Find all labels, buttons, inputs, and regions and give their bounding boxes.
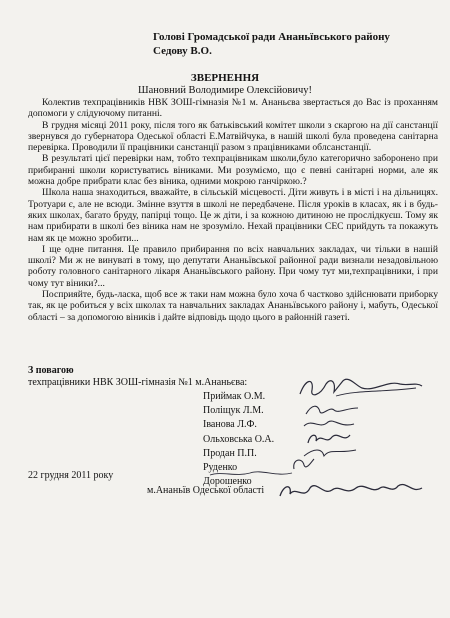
addressee-line-2: Седову В.О. <box>153 45 212 57</box>
signatory-name: Продан П.П. <box>203 447 257 459</box>
signatory-name: Приймак О.М. <box>203 391 266 402</box>
signatory-name: Іванова Л.Ф. <box>203 419 257 431</box>
addressee-line-1: Голові Громадської ради Ананьївського району <box>153 31 390 43</box>
paragraph: В грудня місяці 2011 року, після того як батьківський комітет школи з скаргою на дії санстанції звернувся до губернатора Одеської області Е.Матвійчука, в нашій школі була проведена санітарна перевірка. Проводили її працівники санстанції разом з працівниками облсанстанції. <box>28 119 438 154</box>
closing: З повагою <box>28 365 74 376</box>
paragraph: Колектив техпрацівників НВК ЗОШ-гімназія №1 м. Ананьєва звертається до Вас із проханням допомоги у слідуючому питанні. <box>28 97 438 120</box>
signatory-name: Дорошенко <box>203 476 252 488</box>
signatory-name: Поліщук Л.М. <box>203 405 264 417</box>
signature-7 <box>276 478 426 506</box>
letter-heading: ЗВЕРНЕННЯ <box>190 72 260 84</box>
letter-body <box>28 97 438 323</box>
letter-date: 22 грудня 2011 року <box>28 470 114 481</box>
addressee-block <box>153 30 443 58</box>
signatory-name: Руденко <box>203 462 238 474</box>
paragraph: В результаті цієї перевірки нам, тобто техпрацівникам школи,було категорично заборонено при прибиранні школи користуватись віниками. Ми розуміємо, що є певні санітарні норми, але як можна добре прибрати клас без віника, одними мокрою ганчіркою.? <box>28 153 438 188</box>
signature-1 <box>296 376 426 402</box>
paragraph: Школа наша знаходиться, вважайте, в сільській місцевості. Діти живуть і в місті і на дільницях. Тротуари є, але не всюди. Змінне взуття в школі не передбачене. Після уроків в класах, як і в будь-яких школах, багато бруду, папірці тощо. Це ж діти, і за кожною дитиною не прослідкуєш. Тому як нам прибирати в школі без віника нам не зрозуміло. Нехай працівники СЕС прийдуть та покажуть нам як це можно зробити... <box>28 187 438 244</box>
organization-line: техпрацівники НВК ЗОШ-гімназія №1 м.Ананьєва: <box>28 377 248 388</box>
paragraph: І ще одне питання. Це правило прибирання по всіх навчальних закладах, чи тільки в нашій школі? Ми ж не винуваті в тому, що депутати Ананьївської районної ради визнали незадовільною роботу головного санітарного лікаря Ананьївського району. При чому тут ми,техпрацівники, і при чому тут віники?... <box>28 243 438 289</box>
letter-location: м.Ананьїв Одеської області <box>147 485 265 496</box>
paragraph: Посприяйте, будь-ласка, щоб все ж таки нам можна було хоча б частково здійснювати приборку так, як це робиться у всіх школах та навчальних закладах Ананьївського району і, мабуть, Одеської області – за допомогою віників і дайте відповідь щодо цього в районній газеті. <box>28 289 438 323</box>
greeting: Шановний Володимире Олексійовичу! <box>138 85 312 96</box>
signatory-name: Ольховська О.А. <box>203 433 275 445</box>
